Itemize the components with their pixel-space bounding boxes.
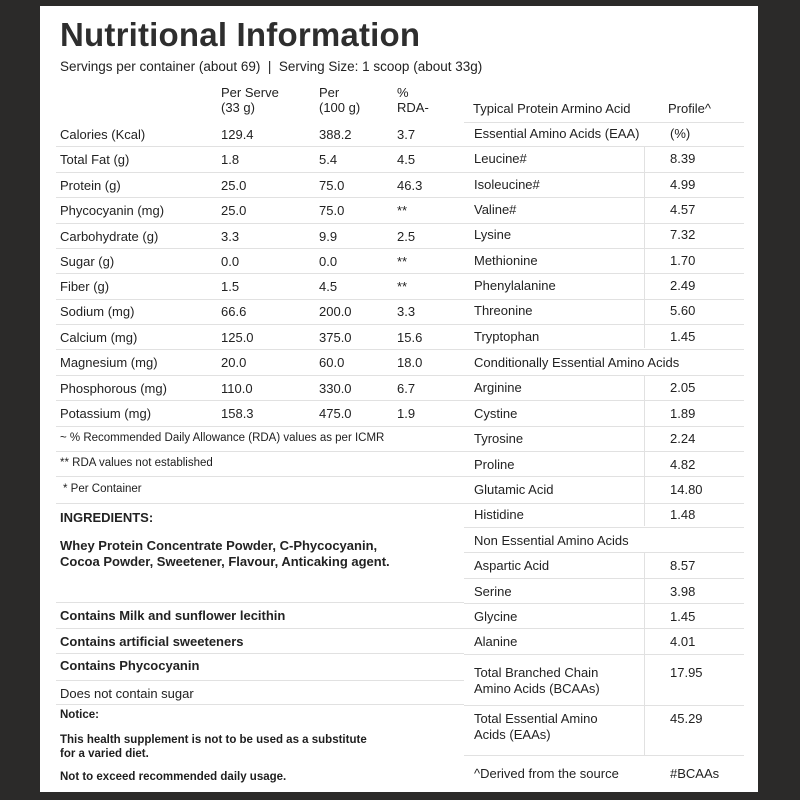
row-divider bbox=[56, 197, 464, 198]
nutrient-name: Magnesium (mg) bbox=[60, 355, 158, 370]
amino-value: 4.82 bbox=[670, 457, 696, 472]
nutrient-name: Fiber (g) bbox=[60, 279, 110, 294]
amino-name: Proline bbox=[474, 457, 515, 472]
amino-name: Isoleucine# bbox=[474, 177, 540, 192]
ceaa-heading: Conditionally Essential Amino Acids bbox=[474, 355, 680, 370]
amino-name: Glycine bbox=[474, 609, 518, 624]
column-divider bbox=[644, 552, 645, 755]
row-divider bbox=[464, 324, 744, 325]
nutrient-per-100g: 200.0 bbox=[319, 304, 352, 319]
row-divider bbox=[464, 122, 744, 123]
amino-value: 14.80 bbox=[670, 482, 703, 497]
bcaa-total-label: Total Branched Chain Amino Acids (BCAAs) bbox=[474, 665, 600, 696]
nutrient-name: Protein (g) bbox=[60, 178, 121, 193]
row-divider bbox=[56, 704, 464, 705]
row-divider bbox=[464, 400, 744, 401]
row-divider bbox=[464, 451, 744, 452]
row-divider bbox=[464, 426, 744, 427]
nutrient-per-serve: 25.0 bbox=[221, 178, 247, 193]
amino-name: Methionine bbox=[474, 253, 538, 268]
row-divider bbox=[464, 755, 744, 756]
row-divider bbox=[464, 654, 744, 655]
amino-value: 1.89 bbox=[670, 406, 696, 421]
contains-phycocyanin: Contains Phycocyanin bbox=[60, 658, 200, 673]
amino-value: 4.99 bbox=[670, 177, 696, 192]
column-divider bbox=[644, 375, 645, 526]
nutrient-rda: 15.6 bbox=[397, 330, 423, 345]
amino-value: 5.60 bbox=[670, 303, 696, 318]
header-rda: % RDA- bbox=[397, 85, 429, 115]
amino-name: Histidine bbox=[474, 507, 524, 522]
row-divider bbox=[56, 628, 464, 629]
header-per-serve: Per Serve (33 g) bbox=[221, 85, 279, 115]
nutrient-per-serve: 129.4 bbox=[221, 127, 254, 142]
eaa-unit: (%) bbox=[670, 126, 691, 141]
row-divider bbox=[464, 375, 744, 376]
nutrient-per-serve: 20.0 bbox=[221, 355, 247, 370]
nutrient-name: Phosphorous (mg) bbox=[60, 381, 167, 396]
notice-usage: Not to exceed recommended daily usage. bbox=[60, 771, 287, 783]
nutrient-rda: ** bbox=[397, 254, 408, 269]
nutrient-per-serve: 1.5 bbox=[221, 279, 240, 294]
footnote-source: ^Derived from the source bbox=[474, 766, 619, 781]
nutrient-rda: 4.5 bbox=[397, 152, 416, 167]
amino-name: Valine# bbox=[474, 202, 517, 217]
nutrient-per-100g: 375.0 bbox=[319, 330, 352, 345]
nutrient-name: Total Fat (g) bbox=[60, 152, 130, 167]
amino-name: Tryptophan bbox=[474, 329, 540, 344]
row-divider bbox=[464, 299, 744, 300]
amino-value: 4.57 bbox=[670, 202, 696, 217]
row-divider bbox=[56, 248, 464, 249]
row-divider bbox=[56, 451, 464, 452]
row-divider bbox=[56, 349, 464, 350]
nutrient-name: Carbohydrate (g) bbox=[60, 229, 159, 244]
row-divider bbox=[56, 680, 464, 681]
amino-value: 2.05 bbox=[670, 380, 696, 395]
nutrient-per-100g: 5.4 bbox=[319, 152, 338, 167]
nutrient-per-serve: 158.3 bbox=[221, 406, 254, 421]
no-sugar: Does not contain sugar bbox=[60, 686, 194, 701]
ingredients-text: Whey Protein Concentrate Powder, C-Phycocyanin, Cocoa Powder, Sweetener, Flavour, Anticaking agent. bbox=[60, 538, 390, 569]
contains-sweeteners: Contains artificial sweeteners bbox=[60, 634, 244, 649]
eaa-heading: Essential Amino Acids (EAA) bbox=[474, 126, 640, 141]
row-divider bbox=[464, 273, 744, 274]
nutrient-rda: ** bbox=[397, 203, 408, 218]
nutrient-name: Calories (Kcal) bbox=[60, 127, 146, 142]
nutrient-name: Sodium (mg) bbox=[60, 304, 135, 319]
header-amino-title: Typical Protein Armino Acid bbox=[473, 101, 631, 116]
amino-value: 1.48 bbox=[670, 507, 696, 522]
row-divider bbox=[56, 400, 464, 401]
row-divider bbox=[464, 705, 744, 706]
row-divider bbox=[56, 223, 464, 224]
row-divider bbox=[56, 172, 464, 173]
amino-name: Tyrosine bbox=[474, 431, 524, 446]
row-divider bbox=[56, 375, 464, 376]
nutrient-per-100g: 388.2 bbox=[319, 127, 352, 142]
nutrient-name: Calcium (mg) bbox=[60, 330, 138, 345]
amino-value: 7.32 bbox=[670, 227, 696, 242]
amino-name: Aspartic Acid bbox=[474, 558, 550, 573]
nutrient-rda: 1.9 bbox=[397, 406, 416, 421]
amino-value: 2.49 bbox=[670, 278, 696, 293]
per-container-note: * Per Container bbox=[63, 483, 142, 495]
bcaa-total-value: 17.95 bbox=[670, 665, 703, 680]
rda-not-established-note: ** RDA values not established bbox=[60, 457, 213, 469]
nutrient-rda: 3.3 bbox=[397, 304, 416, 319]
amino-name: Cystine bbox=[474, 406, 518, 421]
row-divider bbox=[56, 602, 464, 603]
row-divider bbox=[56, 503, 464, 504]
notice-text: This health supplement is not to be used as a substitute for a varied diet. bbox=[60, 734, 367, 760]
amino-name: Phenylalanine bbox=[474, 278, 556, 293]
row-divider bbox=[56, 653, 464, 654]
amino-value: 4.01 bbox=[670, 634, 696, 649]
row-divider bbox=[464, 527, 744, 528]
header-profile: Profile^ bbox=[668, 101, 711, 116]
nutrient-name: Sugar (g) bbox=[60, 254, 115, 269]
row-divider bbox=[56, 426, 464, 427]
row-divider bbox=[464, 349, 744, 350]
row-divider bbox=[464, 603, 744, 604]
nutrient-rda: ** bbox=[397, 279, 408, 294]
nutrient-per-serve: 3.3 bbox=[221, 229, 240, 244]
nutrient-per-100g: 75.0 bbox=[319, 178, 345, 193]
row-divider bbox=[464, 248, 744, 249]
row-divider bbox=[56, 146, 464, 147]
contains-milk: Contains Milk and sunflower lecithin bbox=[60, 608, 286, 623]
row-divider bbox=[56, 324, 464, 325]
rda-note: ~ % Recommended Daily Allowance (RDA) values as per ICMR bbox=[60, 432, 385, 444]
nutrition-label bbox=[40, 6, 758, 792]
nutrient-name: Phycocyanin (mg) bbox=[60, 203, 165, 218]
nutrient-per-100g: 4.5 bbox=[319, 279, 338, 294]
row-divider bbox=[464, 476, 744, 477]
row-divider bbox=[464, 578, 744, 579]
row-divider bbox=[464, 503, 744, 504]
nutrient-per-100g: 475.0 bbox=[319, 406, 352, 421]
amino-name: Serine bbox=[474, 584, 512, 599]
amino-name: Threonine bbox=[474, 303, 533, 318]
eaa-total-value: 45.29 bbox=[670, 711, 703, 726]
column-divider bbox=[644, 146, 645, 348]
nutrient-per-100g: 9.9 bbox=[319, 229, 338, 244]
header-per-100g: Per (100 g) bbox=[319, 85, 361, 115]
nutrient-rda: 46.3 bbox=[397, 178, 423, 193]
nutrient-per-serve: 1.8 bbox=[221, 152, 240, 167]
footnote-bcaa: #BCAAs bbox=[670, 766, 720, 781]
row-divider bbox=[464, 197, 744, 198]
amino-value: 1.45 bbox=[670, 329, 696, 344]
nutrient-per-serve: 25.0 bbox=[221, 203, 247, 218]
nutrient-per-serve: 125.0 bbox=[221, 330, 254, 345]
row-divider bbox=[56, 273, 464, 274]
nutrient-per-serve: 0.0 bbox=[221, 254, 240, 269]
amino-value: 2.24 bbox=[670, 431, 696, 446]
serving-info: Servings per container (about 69) | Serving Size: 1 scoop (about 33g) bbox=[60, 59, 483, 74]
nutrient-per-100g: 0.0 bbox=[319, 254, 338, 269]
amino-value: 3.98 bbox=[670, 584, 696, 599]
ingredients-heading: INGREDIENTS: bbox=[60, 510, 154, 525]
amino-name: Glutamic Acid bbox=[474, 482, 554, 497]
amino-name: Leucine# bbox=[474, 151, 527, 166]
notice-heading: Notice: bbox=[60, 709, 99, 721]
amino-name: Alanine bbox=[474, 634, 518, 649]
row-divider bbox=[464, 172, 744, 173]
nutrient-per-100g: 75.0 bbox=[319, 203, 345, 218]
nutrient-name: Potassium (mg) bbox=[60, 406, 152, 421]
nutrient-rda: 2.5 bbox=[397, 229, 416, 244]
nutrient-per-serve: 110.0 bbox=[221, 381, 253, 396]
amino-value: 1.70 bbox=[670, 253, 696, 268]
amino-value: 1.45 bbox=[670, 609, 696, 624]
page-title: Nutritional Information bbox=[60, 16, 421, 53]
row-divider bbox=[464, 628, 744, 629]
nutrient-rda: 3.7 bbox=[397, 127, 416, 142]
amino-name: Lysine bbox=[474, 227, 512, 242]
row-divider bbox=[56, 476, 464, 477]
nutrient-rda: 6.7 bbox=[397, 381, 416, 396]
nutrient-per-serve: 66.6 bbox=[221, 304, 247, 319]
neaa-heading: Non Essential Amino Acids bbox=[474, 533, 629, 548]
amino-name: Arginine bbox=[474, 380, 522, 395]
nutrient-per-100g: 330.0 bbox=[319, 381, 352, 396]
row-divider bbox=[464, 552, 744, 553]
row-divider bbox=[464, 146, 744, 147]
eaa-total-label: Total Essential Amino Acids (EAAs) bbox=[474, 711, 598, 742]
row-divider bbox=[56, 299, 464, 300]
row-divider bbox=[464, 223, 744, 224]
nutrient-rda: 18.0 bbox=[397, 355, 423, 370]
amino-value: 8.57 bbox=[670, 558, 696, 573]
amino-value: 8.39 bbox=[670, 151, 696, 166]
nutrient-per-100g: 60.0 bbox=[319, 355, 345, 370]
